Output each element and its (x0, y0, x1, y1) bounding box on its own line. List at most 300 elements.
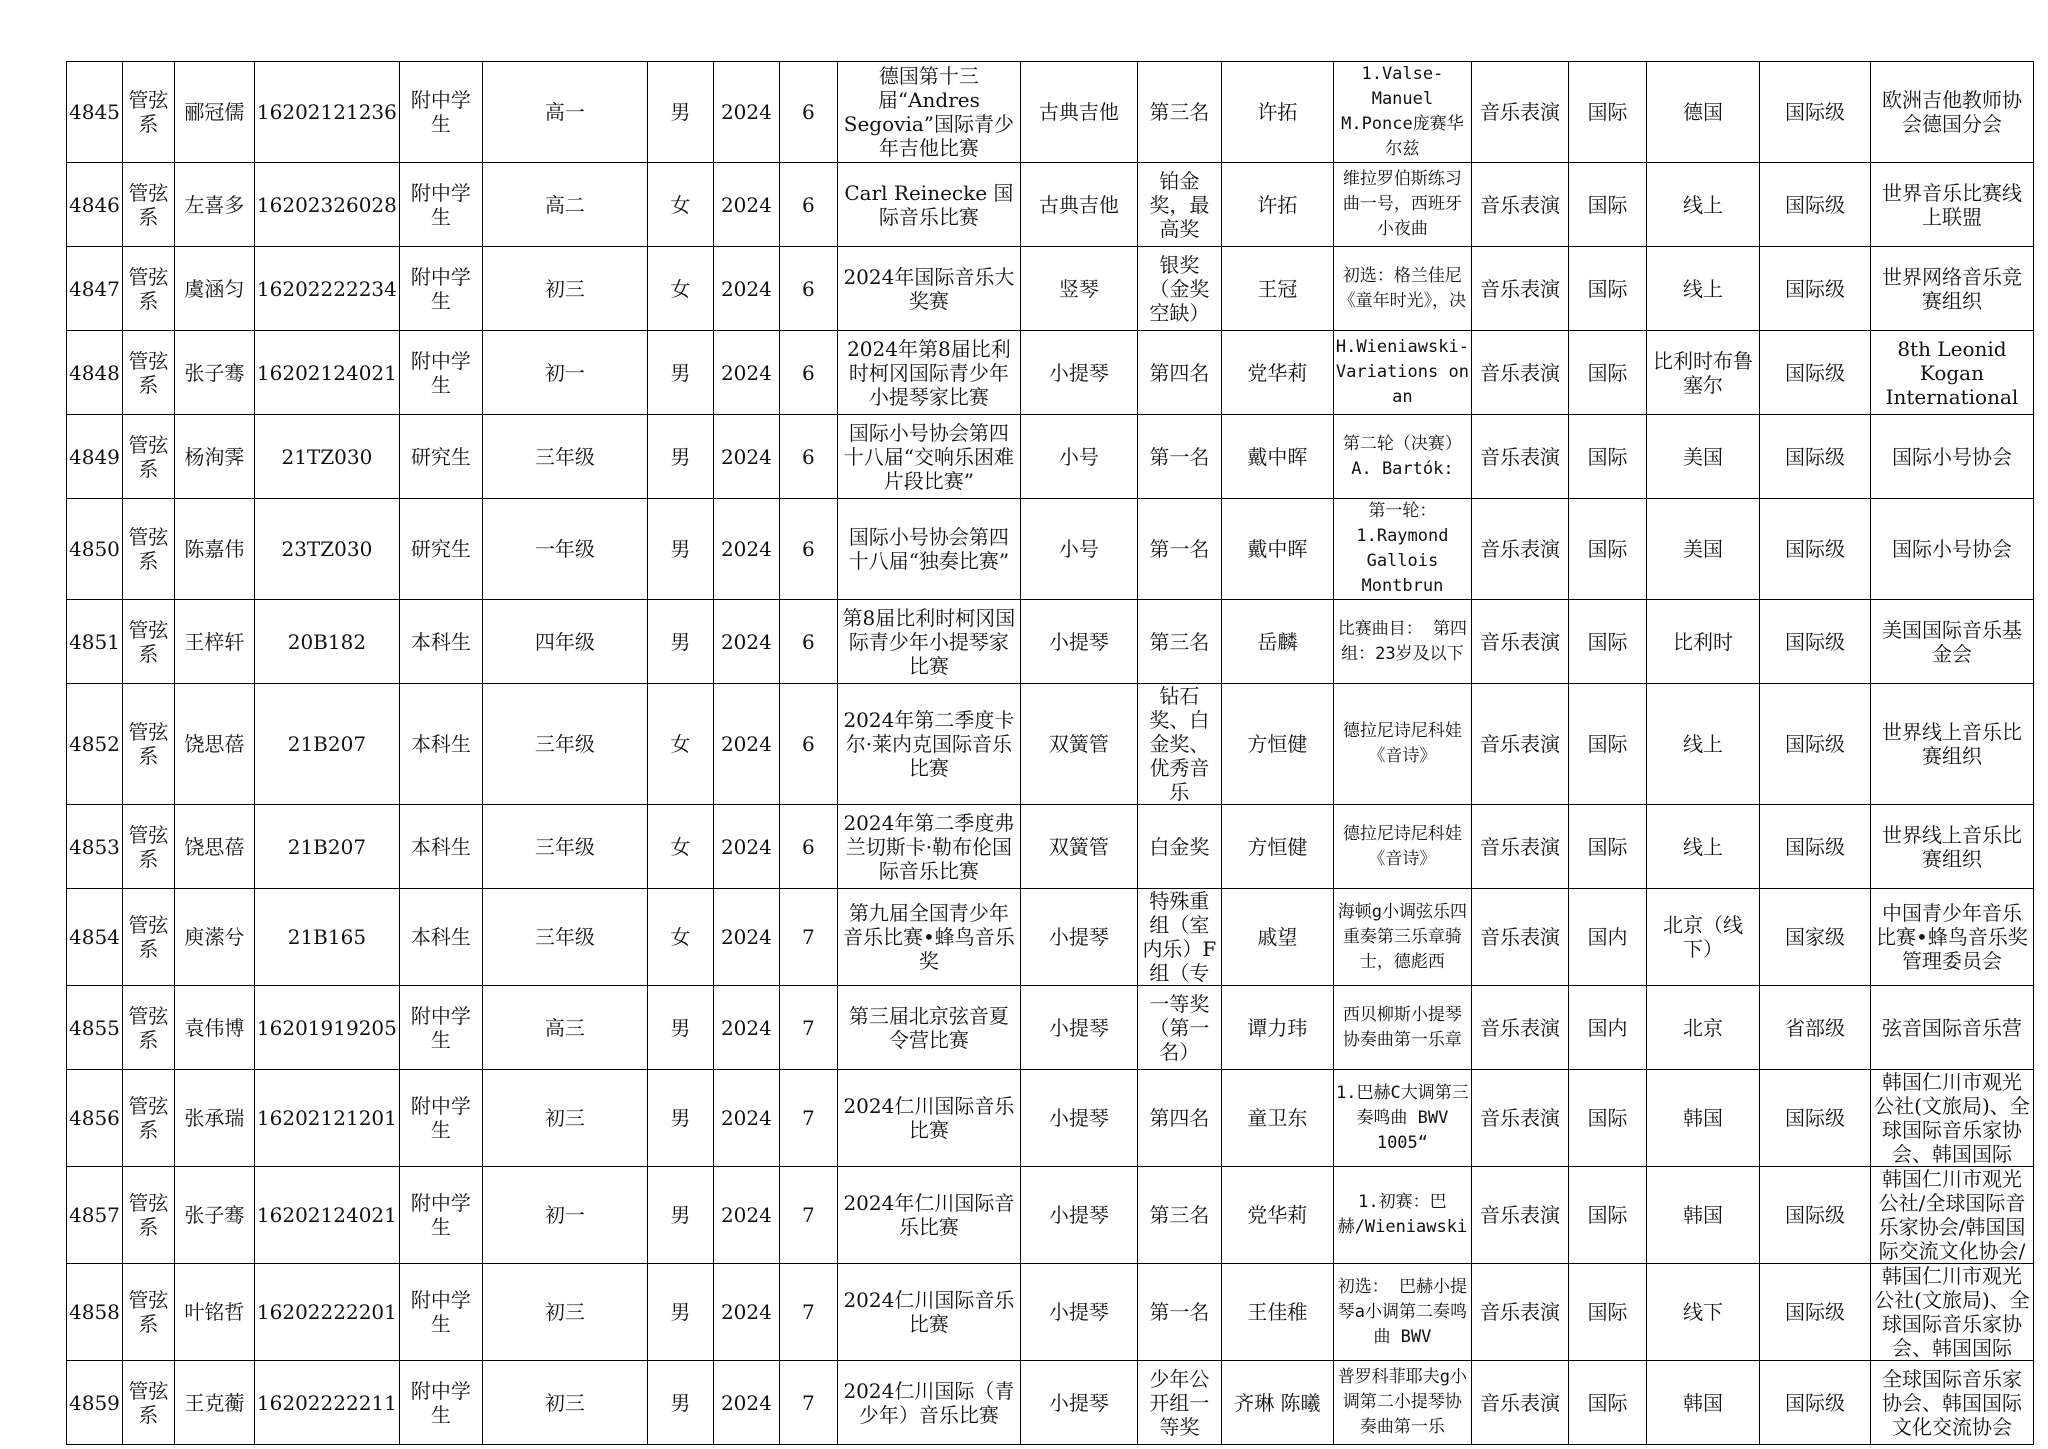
repertoire-cell: 海顿g小调弦乐四重奏第三乐章骑士，德彪西 (1333, 889, 1471, 986)
level-cell: 国际级 (1759, 163, 1870, 247)
category-cell: 音乐表演 (1471, 163, 1568, 247)
student-type-cell: 研究生 (399, 499, 482, 600)
instrument-cell: 竖琴 (1020, 247, 1137, 331)
year-cell: 2024 (713, 1264, 779, 1361)
month-cell: 6 (779, 684, 837, 805)
instrument-cell: 古典吉他 (1020, 163, 1137, 247)
teacher-cell: 许拓 (1221, 62, 1333, 163)
year-cell: 2024 (713, 62, 779, 163)
student-name-cell: 张子骞 (174, 1167, 254, 1264)
record-id-cell: 4848 (67, 331, 123, 415)
table-row (67, 499, 2034, 600)
table-row (67, 1264, 2034, 1361)
repertoire-cell: 初选：格兰佳尼《童年时光》，决 (1333, 247, 1471, 331)
level-cell: 国际级 (1759, 331, 1870, 415)
location-cell: 北京 (1646, 986, 1759, 1070)
table-row (67, 889, 2034, 986)
repertoire-cell: 第一轮：1.Raymond Gallois Montbrun (1333, 499, 1471, 600)
repertoire-cell: 维拉罗伯斯练习曲一号，西班牙小夜曲 (1333, 163, 1471, 247)
month-cell: 6 (779, 62, 837, 163)
award-cell: 第一名 (1137, 499, 1221, 600)
student-type-cell: 附中学生 (399, 1361, 482, 1445)
category-cell: 音乐表演 (1471, 1167, 1568, 1264)
student-type-cell: 附中学生 (399, 1167, 482, 1264)
table-row (67, 163, 2034, 247)
location-cell: 美国 (1646, 499, 1759, 600)
repertoire-cell: 1.巴赫C大调第三奏鸣曲 BWV 1005“ (1333, 1070, 1471, 1167)
teacher-cell: 王冠 (1221, 247, 1333, 331)
student-name-cell: 杨洵霁 (174, 415, 254, 499)
department-cell: 管弦系 (122, 331, 174, 415)
year-cell: 2024 (713, 986, 779, 1070)
student-number-cell: 16202121201 (254, 1070, 399, 1167)
table-row (67, 62, 2034, 163)
competition-name-cell: 国际小号协会第四十八届“交响乐困难片段比赛” (837, 415, 1020, 499)
category-cell: 音乐表演 (1471, 499, 1568, 600)
student-type-cell: 附中学生 (399, 1264, 482, 1361)
student-number-cell: 16202121236 (254, 62, 399, 163)
teacher-cell: 戴中晖 (1221, 499, 1333, 600)
teacher-cell: 王佳稚 (1221, 1264, 1333, 1361)
repertoire-cell: H.Wieniawski-Variations on an (1333, 331, 1471, 415)
gender-cell: 男 (647, 415, 713, 499)
gender-cell: 女 (647, 889, 713, 986)
department-cell: 管弦系 (122, 1070, 174, 1167)
grade-cell: 三年级 (482, 889, 647, 986)
table-row (67, 805, 2034, 889)
grade-cell: 一年级 (482, 499, 647, 600)
student-type-cell: 本科生 (399, 600, 482, 684)
student-type-cell: 本科生 (399, 889, 482, 986)
student-number-cell: 20B182 (254, 600, 399, 684)
year-cell: 2024 (713, 163, 779, 247)
grade-cell: 高一 (482, 62, 647, 163)
table-body (67, 62, 2034, 1445)
teacher-cell: 戴中晖 (1221, 415, 1333, 499)
level-cell: 国际级 (1759, 684, 1870, 805)
competition-name-cell: 2024年第8届比利时柯冈国际青少年小提琴家比赛 (837, 331, 1020, 415)
award-cell: 少年公开组一等奖 (1137, 1361, 1221, 1445)
gender-cell: 女 (647, 684, 713, 805)
record-id-cell: 4857 (67, 1167, 123, 1264)
student-type-cell: 附中学生 (399, 62, 482, 163)
level-cell: 国际级 (1759, 600, 1870, 684)
month-cell: 6 (779, 805, 837, 889)
instrument-cell: 小提琴 (1020, 1070, 1137, 1167)
instrument-cell: 小提琴 (1020, 331, 1137, 415)
award-cell: 银奖（金奖空缺） (1137, 247, 1221, 331)
repertoire-cell: 1.Valse-Manuel M.Ponce庞赛华尔兹 (1333, 62, 1471, 163)
instrument-cell: 小提琴 (1020, 1361, 1137, 1445)
competition-name-cell: 2024年第二季度卡尔·莱内克国际音乐比赛 (837, 684, 1020, 805)
gender-cell: 女 (647, 247, 713, 331)
student-name-cell: 王克蘅 (174, 1361, 254, 1445)
record-id-cell: 4853 (67, 805, 123, 889)
record-id-cell: 4851 (67, 600, 123, 684)
student-type-cell: 附中学生 (399, 986, 482, 1070)
instrument-cell: 小号 (1020, 499, 1137, 600)
record-id-cell: 4845 (67, 62, 123, 163)
student-name-cell: 郦冠儒 (174, 62, 254, 163)
student-name-cell: 袁伟博 (174, 986, 254, 1070)
repertoire-cell: 普罗科菲耶夫g小调第二小提琴协奏曲第一乐 (1333, 1361, 1471, 1445)
award-cell: 第一名 (1137, 1264, 1221, 1361)
department-cell: 管弦系 (122, 1264, 174, 1361)
category-cell: 音乐表演 (1471, 684, 1568, 805)
level-cell: 国际级 (1759, 1361, 1870, 1445)
year-cell: 2024 (713, 499, 779, 600)
department-cell: 管弦系 (122, 163, 174, 247)
instrument-cell: 双簧管 (1020, 684, 1137, 805)
student-type-cell: 附中学生 (399, 247, 482, 331)
competition-name-cell: 2024仁川国际音乐比赛 (837, 1070, 1020, 1167)
category-cell: 音乐表演 (1471, 62, 1568, 163)
teacher-cell: 方恒健 (1221, 684, 1333, 805)
student-name-cell: 叶铭哲 (174, 1264, 254, 1361)
student-name-cell: 饶思蓓 (174, 684, 254, 805)
record-id-cell: 4849 (67, 415, 123, 499)
department-cell: 管弦系 (122, 805, 174, 889)
competition-name-cell: 第三届北京弦音夏令营比赛 (837, 986, 1020, 1070)
grade-cell: 初三 (482, 247, 647, 331)
category-cell: 音乐表演 (1471, 331, 1568, 415)
level-cell: 国际级 (1759, 805, 1870, 889)
grade-cell: 四年级 (482, 600, 647, 684)
organizer-cell: 世界线上音乐比赛组织 (1870, 805, 2033, 889)
level-cell: 国际级 (1759, 62, 1870, 163)
student-type-cell: 附中学生 (399, 1070, 482, 1167)
student-name-cell: 王梓轩 (174, 600, 254, 684)
department-cell: 管弦系 (122, 415, 174, 499)
location-cell: 北京（线下） (1646, 889, 1759, 986)
month-cell: 6 (779, 600, 837, 684)
award-cell: 第三名 (1137, 1167, 1221, 1264)
scope-cell: 国际 (1568, 1167, 1646, 1264)
table-row (67, 684, 2034, 805)
repertoire-cell: 德拉尼诗尼科娃《音诗》 (1333, 684, 1471, 805)
student-number-cell: 16202124021 (254, 331, 399, 415)
organizer-cell: 国际小号协会 (1870, 415, 2033, 499)
repertoire-cell: 比赛曲目： 第四组：23岁及以下 (1333, 600, 1471, 684)
student-number-cell: 21B207 (254, 684, 399, 805)
record-id-cell: 4858 (67, 1264, 123, 1361)
student-number-cell: 23TZ030 (254, 499, 399, 600)
award-cell: 第一名 (1137, 415, 1221, 499)
gender-cell: 男 (647, 1070, 713, 1167)
gender-cell: 男 (647, 499, 713, 600)
month-cell: 6 (779, 247, 837, 331)
grade-cell: 三年级 (482, 805, 647, 889)
instrument-cell: 双簧管 (1020, 805, 1137, 889)
repertoire-cell: 西贝柳斯小提琴协奏曲第一乐章 (1333, 986, 1471, 1070)
department-cell: 管弦系 (122, 889, 174, 986)
award-cell: 白金奖 (1137, 805, 1221, 889)
level-cell: 国际级 (1759, 1070, 1870, 1167)
organizer-cell: 国际小号协会 (1870, 499, 2033, 600)
year-cell: 2024 (713, 1361, 779, 1445)
record-id-cell: 4856 (67, 1070, 123, 1167)
grade-cell: 初一 (482, 1167, 647, 1264)
month-cell: 7 (779, 1070, 837, 1167)
award-cell: 第三名 (1137, 600, 1221, 684)
scope-cell: 国际 (1568, 499, 1646, 600)
record-id-cell: 4855 (67, 986, 123, 1070)
gender-cell: 男 (647, 986, 713, 1070)
student-name-cell: 陈嘉伟 (174, 499, 254, 600)
teacher-cell: 党华莉 (1221, 331, 1333, 415)
category-cell: 音乐表演 (1471, 889, 1568, 986)
grade-cell: 三年级 (482, 415, 647, 499)
instrument-cell: 小提琴 (1020, 1264, 1137, 1361)
scope-cell: 国际 (1568, 247, 1646, 331)
student-number-cell: 16202326028 (254, 163, 399, 247)
record-id-cell: 4852 (67, 684, 123, 805)
teacher-cell: 谭力玮 (1221, 986, 1333, 1070)
competition-name-cell: 国际小号协会第四十八届“独奏比赛” (837, 499, 1020, 600)
competition-name-cell: 2024年仁川国际音乐比赛 (837, 1167, 1020, 1264)
location-cell: 韩国 (1646, 1070, 1759, 1167)
instrument-cell: 小提琴 (1020, 889, 1137, 986)
month-cell: 6 (779, 331, 837, 415)
location-cell: 比利时 (1646, 600, 1759, 684)
grade-cell: 初三 (482, 1070, 647, 1167)
instrument-cell: 小号 (1020, 415, 1137, 499)
record-id-cell: 4854 (67, 889, 123, 986)
location-cell: 线上 (1646, 684, 1759, 805)
scope-cell: 国内 (1568, 889, 1646, 986)
department-cell: 管弦系 (122, 247, 174, 331)
instrument-cell: 小提琴 (1020, 600, 1137, 684)
scope-cell: 国际 (1568, 1361, 1646, 1445)
year-cell: 2024 (713, 684, 779, 805)
competition-name-cell: 2024仁川国际音乐比赛 (837, 1264, 1020, 1361)
award-cell: 第四名 (1137, 331, 1221, 415)
student-name-cell: 虞涵匀 (174, 247, 254, 331)
department-cell: 管弦系 (122, 986, 174, 1070)
month-cell: 6 (779, 499, 837, 600)
gender-cell: 女 (647, 163, 713, 247)
record-id-cell: 4846 (67, 163, 123, 247)
grade-cell: 初三 (482, 1264, 647, 1361)
competition-name-cell: 2024仁川国际（青少年）音乐比赛 (837, 1361, 1020, 1445)
competition-name-cell: 第8届比利时柯冈国际青少年小提琴家比赛 (837, 600, 1020, 684)
level-cell: 国际级 (1759, 415, 1870, 499)
teacher-cell: 戚望 (1221, 889, 1333, 986)
scope-cell: 国际 (1568, 805, 1646, 889)
competition-name-cell: 2024年第二季度弗兰切斯卡·勒布伦国际音乐比赛 (837, 805, 1020, 889)
grade-cell: 三年级 (482, 684, 647, 805)
category-cell: 音乐表演 (1471, 1264, 1568, 1361)
month-cell: 7 (779, 986, 837, 1070)
level-cell: 国际级 (1759, 1264, 1870, 1361)
table-row (67, 415, 2034, 499)
location-cell: 韩国 (1646, 1361, 1759, 1445)
scope-cell: 国际 (1568, 62, 1646, 163)
level-cell: 国际级 (1759, 247, 1870, 331)
location-cell: 线上 (1646, 163, 1759, 247)
award-cell: 一等奖（第一名） (1137, 986, 1221, 1070)
teacher-cell: 岳麟 (1221, 600, 1333, 684)
record-id-cell: 4847 (67, 247, 123, 331)
organizer-cell: 韩国仁川市观光公社/全球国际音乐家协会/韩国国际交流文化协会/ (1870, 1167, 2033, 1264)
level-cell: 国际级 (1759, 499, 1870, 600)
year-cell: 2024 (713, 805, 779, 889)
record-id-cell: 4850 (67, 499, 123, 600)
student-type-cell: 附中学生 (399, 331, 482, 415)
student-type-cell: 附中学生 (399, 163, 482, 247)
level-cell: 省部级 (1759, 986, 1870, 1070)
organizer-cell: 韩国仁川市观光公社(文旅局)、全球国际音乐家协会、韩国国际 (1870, 1264, 2033, 1361)
category-cell: 音乐表演 (1471, 805, 1568, 889)
location-cell: 比利时布鲁塞尔 (1646, 331, 1759, 415)
year-cell: 2024 (713, 889, 779, 986)
scope-cell: 国际 (1568, 1070, 1646, 1167)
teacher-cell: 方恒健 (1221, 805, 1333, 889)
year-cell: 2024 (713, 1070, 779, 1167)
table-row (67, 600, 2034, 684)
scope-cell: 国际 (1568, 1264, 1646, 1361)
gender-cell: 男 (647, 1264, 713, 1361)
student-number-cell: 16202222201 (254, 1264, 399, 1361)
competition-name-cell: 2024年国际音乐大奖赛 (837, 247, 1020, 331)
category-cell: 音乐表演 (1471, 247, 1568, 331)
location-cell: 线上 (1646, 805, 1759, 889)
student-type-cell: 本科生 (399, 805, 482, 889)
gender-cell: 男 (647, 331, 713, 415)
student-name-cell: 张承瑞 (174, 1070, 254, 1167)
repertoire-cell: 1.初赛：巴赫/Wieniawski (1333, 1167, 1471, 1264)
teacher-cell: 童卫东 (1221, 1070, 1333, 1167)
month-cell: 7 (779, 1264, 837, 1361)
instrument-cell: 小提琴 (1020, 986, 1137, 1070)
scope-cell: 国际 (1568, 600, 1646, 684)
gender-cell: 男 (647, 1361, 713, 1445)
gender-cell: 男 (647, 62, 713, 163)
department-cell: 管弦系 (122, 62, 174, 163)
month-cell: 6 (779, 163, 837, 247)
scope-cell: 国际 (1568, 163, 1646, 247)
gender-cell: 女 (647, 805, 713, 889)
award-cell: 特殊重组（室内乐）F组（专 (1137, 889, 1221, 986)
category-cell: 音乐表演 (1471, 1070, 1568, 1167)
table-row (67, 1361, 2034, 1445)
scope-cell: 国际 (1568, 331, 1646, 415)
student-number-cell: 16202124021 (254, 1167, 399, 1264)
department-cell: 管弦系 (122, 600, 174, 684)
competition-name-cell: 第九届全国青少年音乐比赛•蜂鸟音乐奖 (837, 889, 1020, 986)
table-row (67, 1070, 2034, 1167)
student-type-cell: 本科生 (399, 684, 482, 805)
organizer-cell: 全球国际音乐家协会、韩国国际文化交流协会 (1870, 1361, 2033, 1445)
teacher-cell: 许拓 (1221, 163, 1333, 247)
competition-name-cell: Carl Reinecke 国际音乐比赛 (837, 163, 1020, 247)
year-cell: 2024 (713, 1167, 779, 1264)
grade-cell: 高三 (482, 986, 647, 1070)
organizer-cell: 韩国仁川市观光公社(文旅局)、全球国际音乐家协会、韩国国际 (1870, 1070, 2033, 1167)
teacher-cell: 党华莉 (1221, 1167, 1333, 1264)
department-cell: 管弦系 (122, 684, 174, 805)
repertoire-cell: 德拉尼诗尼科娃《音诗》 (1333, 805, 1471, 889)
student-number-cell: 16202222211 (254, 1361, 399, 1445)
month-cell: 7 (779, 1167, 837, 1264)
instrument-cell: 小提琴 (1020, 1167, 1137, 1264)
award-cell: 第三名 (1137, 62, 1221, 163)
student-type-cell: 研究生 (399, 415, 482, 499)
year-cell: 2024 (713, 415, 779, 499)
month-cell: 6 (779, 415, 837, 499)
organizer-cell: 中国青少年音乐比赛•蜂鸟音乐奖管理委员会 (1870, 889, 2033, 986)
location-cell: 美国 (1646, 415, 1759, 499)
student-name-cell: 左喜多 (174, 163, 254, 247)
student-number-cell: 16201919205 (254, 986, 399, 1070)
grade-cell: 高二 (482, 163, 647, 247)
organizer-cell: 世界线上音乐比赛组织 (1870, 684, 2033, 805)
grade-cell: 初三 (482, 1361, 647, 1445)
level-cell: 国际级 (1759, 1167, 1870, 1264)
scope-cell: 国际 (1568, 684, 1646, 805)
organizer-cell: 世界音乐比赛线上联盟 (1870, 163, 2033, 247)
location-cell: 德国 (1646, 62, 1759, 163)
department-cell: 管弦系 (122, 1361, 174, 1445)
month-cell: 7 (779, 1361, 837, 1445)
repertoire-cell: 第二轮（决赛） A. Bartók: (1333, 415, 1471, 499)
category-cell: 音乐表演 (1471, 415, 1568, 499)
category-cell: 音乐表演 (1471, 600, 1568, 684)
gender-cell: 男 (647, 1167, 713, 1264)
student-number-cell: 21TZ030 (254, 415, 399, 499)
gender-cell: 男 (647, 600, 713, 684)
scope-cell: 国际 (1568, 415, 1646, 499)
organizer-cell: 美国国际音乐基金会 (1870, 600, 2033, 684)
repertoire-cell: 初选： 巴赫小提琴a小调第二奏鸣曲 BWV (1333, 1264, 1471, 1361)
department-cell: 管弦系 (122, 499, 174, 600)
category-cell: 音乐表演 (1471, 1361, 1568, 1445)
location-cell: 韩国 (1646, 1167, 1759, 1264)
department-cell: 管弦系 (122, 1167, 174, 1264)
level-cell: 国家级 (1759, 889, 1870, 986)
award-cell: 铂金奖，最高奖 (1137, 163, 1221, 247)
organizer-cell: 欧洲吉他教师协会德国分会 (1870, 62, 2033, 163)
year-cell: 2024 (713, 247, 779, 331)
instrument-cell: 古典吉他 (1020, 62, 1137, 163)
location-cell: 线下 (1646, 1264, 1759, 1361)
table-row (67, 1167, 2034, 1264)
student-number-cell: 21B207 (254, 805, 399, 889)
scope-cell: 国内 (1568, 986, 1646, 1070)
award-cell: 第四名 (1137, 1070, 1221, 1167)
table-row (67, 247, 2034, 331)
award-cell: 钻石奖、白金奖、优秀音乐 (1137, 684, 1221, 805)
student-number-cell: 21B165 (254, 889, 399, 986)
records-table (66, 61, 2034, 1445)
year-cell: 2024 (713, 331, 779, 415)
student-name-cell: 庾潆兮 (174, 889, 254, 986)
category-cell: 音乐表演 (1471, 986, 1568, 1070)
table-row (67, 986, 2034, 1070)
year-cell: 2024 (713, 600, 779, 684)
location-cell: 线上 (1646, 247, 1759, 331)
organizer-cell: 8th Leonid Kogan International (1870, 331, 2033, 415)
record-id-cell: 4859 (67, 1361, 123, 1445)
student-name-cell: 饶思蓓 (174, 805, 254, 889)
student-number-cell: 16202222234 (254, 247, 399, 331)
student-name-cell: 张子骞 (174, 331, 254, 415)
organizer-cell: 世界网络音乐竞赛组织 (1870, 247, 2033, 331)
table-row (67, 331, 2034, 415)
competition-name-cell: 德国第十三届“Andres Segovia”国际青少年吉他比赛 (837, 62, 1020, 163)
grade-cell: 初一 (482, 331, 647, 415)
month-cell: 7 (779, 889, 837, 986)
